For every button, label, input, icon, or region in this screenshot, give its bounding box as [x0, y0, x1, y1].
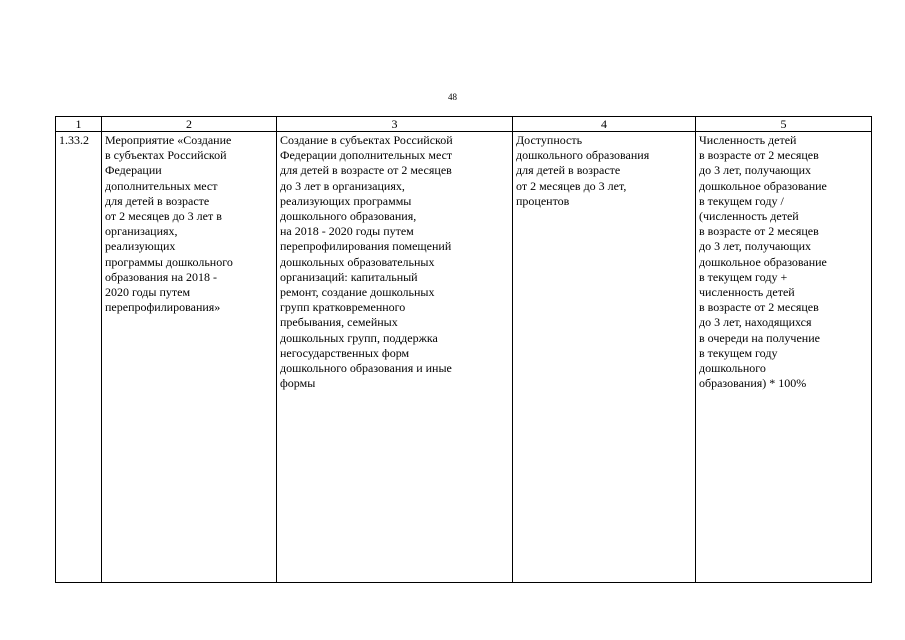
page-number: 48 [448, 92, 457, 102]
column-header-3: 3 [277, 117, 513, 132]
formula-cell: Численность детей в возрасте от 2 месяцев до 3 лет, получающих дошкольное образование в текущем году / (численность детей в возрасте от 2 месяцев до 3 лет, получающих дошкольное образование в текущем году + численность детей в возрасте от 2 месяцев до 3 лет, находящихся в очереди на получение в текущем году дошкольного образования) * 100% [696, 132, 872, 583]
indicator-cell: Доступность дошкольного образования для детей в возрасте от 2 месяцев до 3 лет, процентов [513, 132, 696, 583]
table-header-row [56, 117, 872, 132]
column-header-1: 1 [56, 117, 102, 132]
measures-table [55, 116, 872, 583]
measure-description-cell: Создание в субъектах Российской Федерации дополнительных мест для детей в возрасте от 2 месяцев до 3 лет в организациях, реализующих программы дошкольного образования, на 2018 - 2020 годы путем перепрофилирования помещений дошкольных образовательных организаций: капитальный ремонт, создание дошкольных групп кратковременного пребывания, семейных дошкольных групп, поддержка негосударственных форм дошкольного образования и иные формы [277, 132, 513, 583]
measure-name-cell: Мероприятие «Создание в субъектах Российской Федерации дополнительных мест для детей в возрасте от 2 месяцев до 3 лет в организациях, реализующих программы дошкольного образования на 2018 - 2020 годы путем перепрофилирования» [102, 132, 277, 583]
column-header-5: 5 [696, 117, 872, 132]
column-header-2: 2 [102, 117, 277, 132]
column-header-4: 4 [513, 117, 696, 132]
row-number-cell: 1.33.2 [56, 132, 102, 583]
table-row [56, 132, 872, 583]
